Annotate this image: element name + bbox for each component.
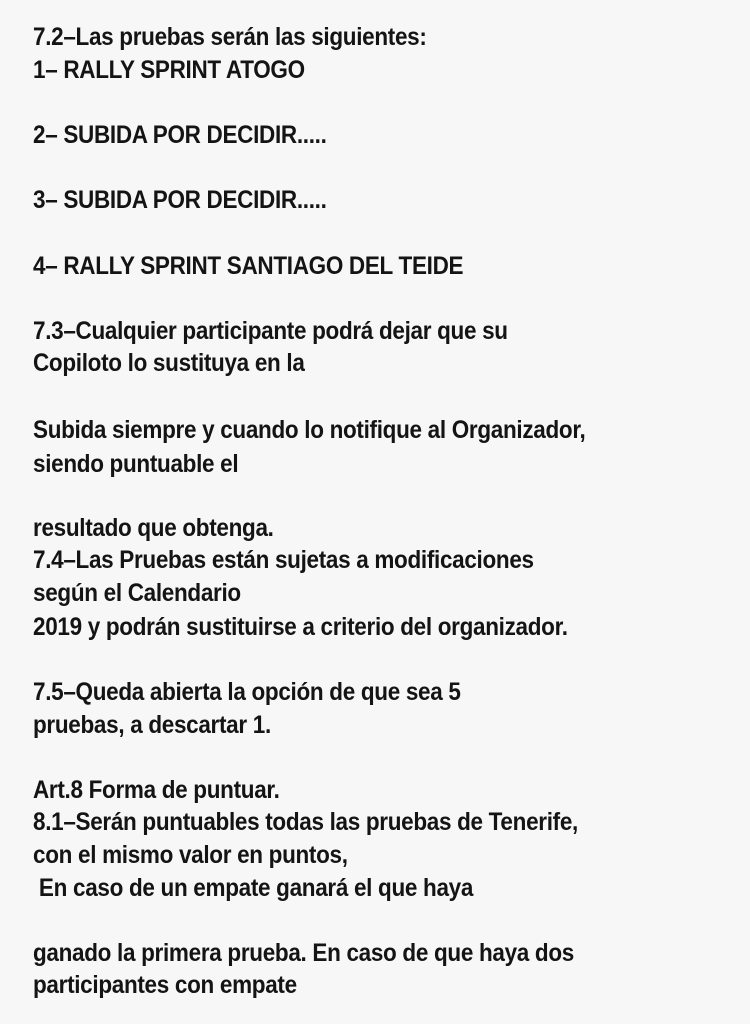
text-line: pruebas, a descartar 1.: [33, 711, 271, 739]
text-line: resultado que obtenga.: [33, 514, 274, 542]
text-line: 7.3–Cualquier participante podrá dejar que su: [33, 317, 508, 345]
text-line: En caso de un empate ganará el que haya: [33, 874, 474, 902]
text-line: siendo puntuable el: [33, 450, 239, 478]
text-line: 7.2–Las pruebas serán las siguientes:: [33, 23, 427, 51]
text-line: 2019 y podrán sustituirse a criterio del organizador.: [33, 613, 568, 641]
text-line: ganado la primera prueba. En caso de que haya dos: [33, 939, 574, 967]
text-line: 3– SUBIDA POR DECIDIR.....: [33, 186, 327, 214]
text-line: 7.5–Queda abierta la opción de que sea 5: [33, 678, 461, 706]
text-line: 2– SUBIDA POR DECIDIR.....: [33, 121, 327, 149]
text-line: 4– RALLY SPRINT SANTIAGO DEL TEIDE: [33, 252, 464, 280]
text-line: según el Calendario: [33, 579, 241, 607]
text-line: 8.1–Serán puntuables todas las pruebas de Tenerife,: [33, 808, 578, 836]
text-line: Subida siempre y cuando lo notifique al Organizador,: [33, 416, 586, 444]
text-line: Copiloto lo sustituya en la: [33, 349, 305, 377]
text-line: 7.4–Las Pruebas están sujetas a modificaciones: [33, 546, 534, 574]
text-line: participantes con empate: [33, 971, 297, 999]
text-line: con el mismo valor en puntos,: [33, 841, 348, 869]
text-line: Art.8 Forma de puntuar.: [33, 776, 280, 804]
text-line: 1– RALLY SPRINT ATOGO: [33, 56, 305, 84]
